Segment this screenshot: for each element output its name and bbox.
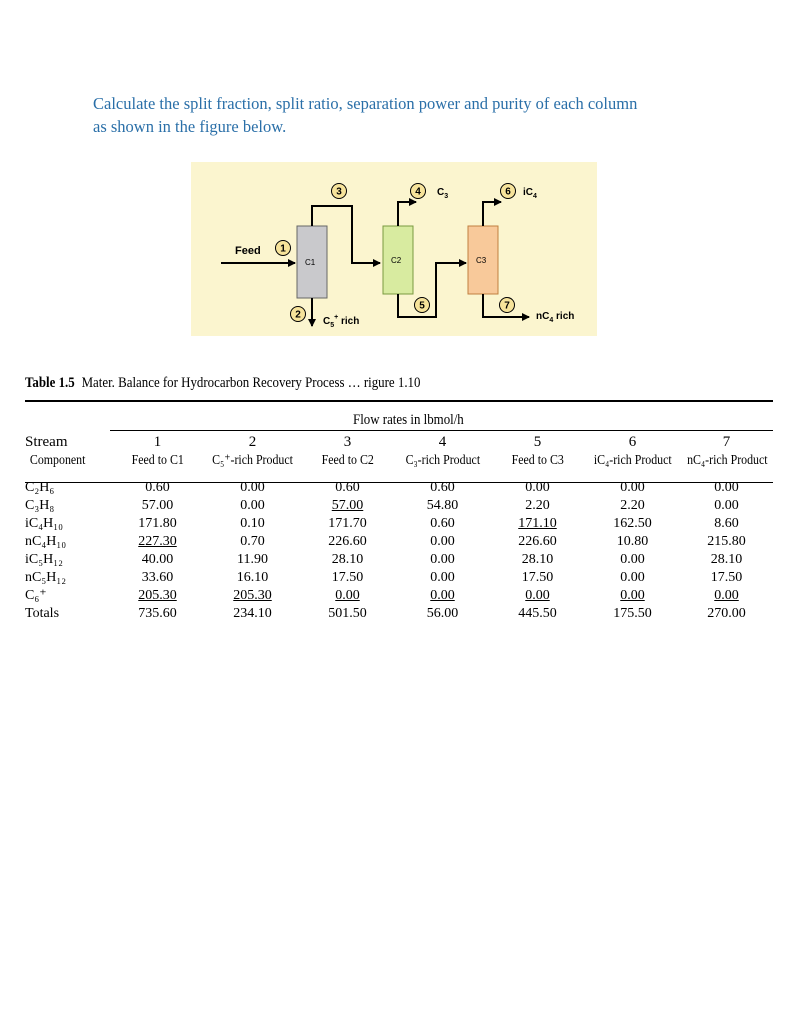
flow-value: 0.00: [620, 570, 645, 585]
flow-value: 57.00: [331, 498, 364, 513]
flow-value: 0.60: [335, 480, 360, 495]
column-c1-label: C1: [305, 258, 316, 267]
flow-value: 0.00: [430, 570, 455, 585]
component-name: C₂H₆: [25, 480, 55, 495]
stream-number: 4: [438, 433, 447, 450]
flow-value: 28.10: [521, 552, 554, 567]
table-row: [25, 587, 773, 605]
flow-value: 0.60: [145, 480, 170, 495]
svg-text:4: 4: [415, 186, 421, 198]
stream-4-line: [398, 202, 416, 226]
total-value: 56.00: [426, 606, 459, 621]
component-name: C₆⁺: [25, 588, 47, 603]
stream-1-marker: [276, 241, 291, 256]
stream-name: iC₄-rich Product: [593, 453, 672, 468]
flow-value: 17.50: [331, 570, 364, 585]
flow-value: 40.00: [141, 552, 174, 567]
total-value: 234.10: [233, 606, 272, 621]
flow-value: 0.00: [430, 552, 455, 567]
stream-name: Feed to C2: [321, 453, 374, 468]
flow-value: 0.00: [240, 480, 265, 495]
flow-value: 2.20: [620, 498, 645, 513]
header-bottom-rule: [25, 482, 773, 483]
total-value: 175.50: [613, 606, 652, 621]
flow-rate-header: Flow rates in lbmol/h: [353, 412, 464, 428]
flow-header-rule: [110, 430, 773, 431]
total-value: 445.50: [518, 606, 557, 621]
ic4-outlet-label: $iC_4$: [523, 187, 537, 200]
stream-name: nC₄-rich Product: [687, 453, 768, 468]
table-title: Mater. Balance for Hydrocarbon Recovery Process … rigure 1.10: [81, 375, 421, 391]
stream-number: 7: [722, 433, 731, 450]
stream-name: C₃-rich Product: [405, 453, 480, 468]
stream-number: 2: [248, 433, 257, 450]
component-name: iC₄H₁₀: [25, 516, 63, 531]
total-value: 735.60: [138, 606, 177, 621]
stream-7-marker: [500, 298, 515, 313]
stream-5-marker: [415, 298, 430, 313]
c5-rich-outlet-label: $C_5^+$ rich: [323, 314, 360, 329]
nc4-rich-outlet-label: $nC_4$ rich: [536, 311, 575, 324]
flow-value: 171.70: [328, 516, 367, 531]
process-flow-diagram: [191, 162, 597, 336]
flow-value: 205.30: [138, 588, 177, 603]
totals-row: [25, 605, 773, 623]
flow-value: 171.80: [138, 516, 177, 531]
header-row-component: [25, 451, 773, 471]
totals-label: Totals: [25, 606, 60, 621]
stream-2-marker: [291, 307, 306, 322]
table-row: [25, 551, 773, 569]
svg-text:7: 7: [504, 300, 510, 312]
stream-4-marker: [411, 184, 426, 199]
flow-value: 226.60: [518, 534, 557, 549]
flow-value: 0.00: [714, 480, 739, 495]
flow-value: 0.00: [335, 588, 360, 603]
flow-value: 226.60: [328, 534, 367, 549]
flow-value: 0.00: [620, 588, 645, 603]
flow-value: 0.00: [714, 498, 739, 513]
flow-value: 17.50: [710, 570, 743, 585]
flow-value: 0.00: [620, 480, 645, 495]
svg-text:3: 3: [336, 186, 342, 198]
question-line-1: Calculate the split fraction, split ratio, separation power and purity of each column: [93, 94, 638, 113]
flow-value: 0.10: [240, 516, 265, 531]
flow-value: 0.00: [525, 480, 550, 495]
flow-value: 162.50: [613, 516, 652, 531]
stream-name: C₅⁺-rich Product: [212, 453, 293, 468]
stream-6-line: [483, 202, 501, 226]
table-row: [25, 569, 773, 587]
svg-text:6: 6: [505, 186, 511, 198]
question-text: [93, 92, 713, 138]
flow-value: 0.00: [240, 498, 265, 513]
svg-text:2: 2: [295, 309, 301, 321]
table-top-rule: [25, 400, 773, 402]
total-value: 501.50: [328, 606, 367, 621]
flow-value: 0.00: [525, 588, 550, 603]
stream-6-marker: [501, 184, 516, 199]
table-row: [25, 515, 773, 533]
stream-name: Feed to C3: [511, 453, 564, 468]
stream-number: 3: [343, 433, 352, 450]
flow-value: 0.60: [430, 516, 455, 531]
flow-value: 205.30: [233, 588, 272, 603]
flow-value: 171.10: [518, 516, 557, 531]
feed-label: Feed: [235, 245, 261, 257]
component-label: Component: [29, 453, 86, 468]
stream-number: 5: [533, 433, 542, 450]
component-name: nC₅H₁₂: [25, 570, 67, 585]
svg-text:5: 5: [419, 300, 425, 312]
flow-value: 0.60: [430, 480, 455, 495]
flow-value: 0.00: [430, 588, 455, 603]
flow-value: 0.70: [240, 534, 265, 549]
flow-value: 28.10: [710, 552, 743, 567]
component-name: nC₄H₁₀: [25, 534, 67, 549]
flow-value: 17.50: [521, 570, 554, 585]
stream-number: 6: [628, 433, 637, 450]
column-c2-label: C2: [391, 256, 402, 265]
table-row: [25, 533, 773, 551]
svg-text:1: 1: [280, 243, 286, 255]
c3-outlet-label: $C_3$: [437, 187, 449, 200]
stream-number: 1: [153, 433, 162, 450]
flow-value: 11.90: [237, 552, 268, 567]
header-row-stream: [25, 432, 773, 451]
stream-3-marker: [332, 184, 347, 199]
column-c3-label: C3: [476, 256, 487, 265]
table-caption: [25, 375, 420, 392]
table-row: [25, 497, 773, 515]
flow-value: 0.00: [714, 588, 739, 603]
question-line-2: as shown in the figure below.: [93, 117, 287, 136]
flow-value: 28.10: [331, 552, 364, 567]
stream-name: Feed to C1: [131, 453, 184, 468]
table-number: Table 1.5: [25, 375, 75, 391]
flow-value: 54.80: [426, 498, 459, 513]
flow-value: 227.30: [138, 534, 177, 549]
component-name: iC₅H₁₂: [25, 552, 63, 567]
material-balance-table: [25, 432, 773, 623]
flow-value: 2.20: [525, 498, 550, 513]
flow-value: 215.80: [707, 534, 746, 549]
component-name: C₃H₈: [25, 498, 55, 513]
flow-value: 0.00: [620, 552, 645, 567]
stream-label: Stream: [25, 433, 68, 450]
flow-value: 10.80: [616, 534, 649, 549]
flow-value: 8.60: [714, 516, 739, 531]
total-value: 270.00: [707, 606, 746, 621]
flow-value: 0.00: [430, 534, 455, 549]
flow-value: 57.00: [141, 498, 174, 513]
flow-value: 16.10: [236, 570, 269, 585]
flow-value: 33.60: [141, 570, 174, 585]
